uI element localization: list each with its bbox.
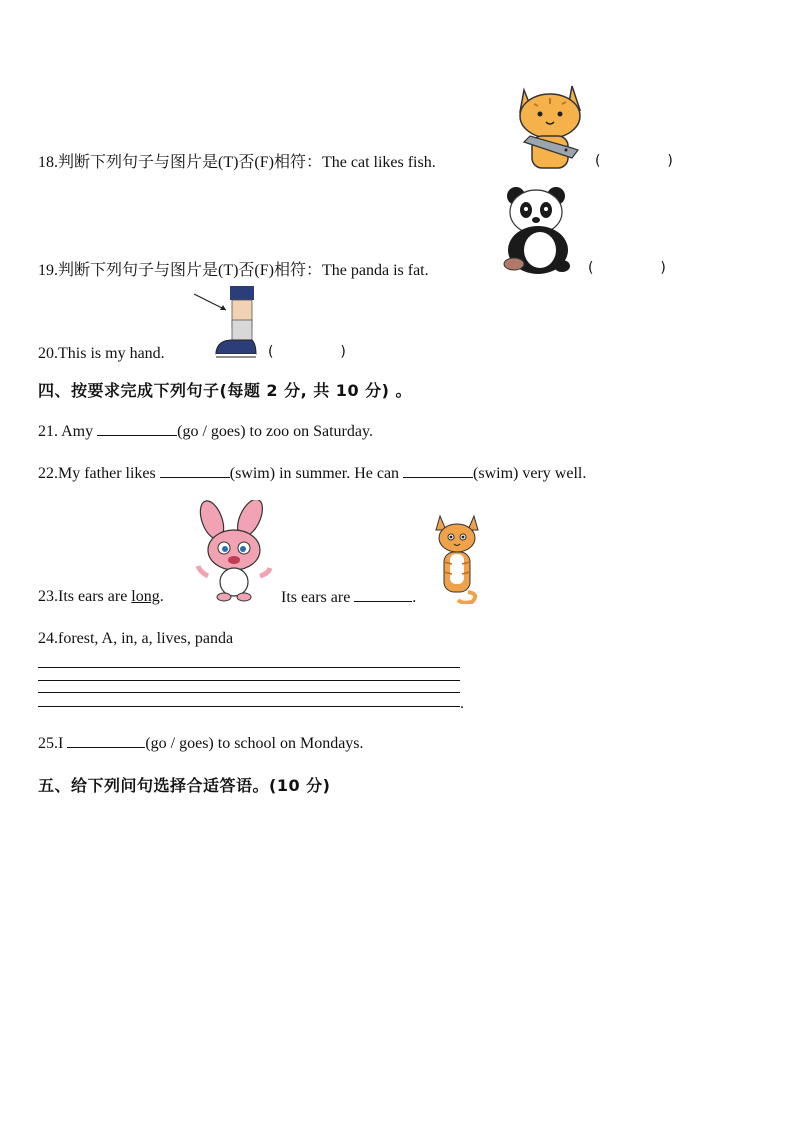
question-18-text: 18.判断下列句子与图片是(T)否(F)相符：The cat likes fish. [38,154,436,171]
cat-with-fish-icon [510,80,590,172]
answer-line-24a[interactable] [38,667,460,668]
answer-blank-21[interactable] [97,421,177,436]
panda-icon [502,184,574,274]
question-24-end: . [460,695,464,712]
answer-line-24c[interactable] [38,692,460,693]
question-21: 21. Amy (go / goes) to zoo on Saturday. [38,423,373,440]
answer-blank-23[interactable] [354,587,412,602]
answer-paren-20[interactable]: ( ) [268,344,346,360]
cat-with-fish-illustration [510,80,590,177]
question-22: 22.My father likes (swim) in summer. He can (swim) very well. [38,465,587,482]
foot-with-arrow-icon [190,284,260,360]
answer-paren-19[interactable]: ( ) [588,260,666,276]
question-24: 24.forest, A, in, a, lives, panda [38,630,234,647]
rabbit-icon [190,500,276,602]
question-18 [38,153,436,173]
question-23-second: Its ears are . [281,589,417,606]
answer-line-24b[interactable] [38,680,460,681]
answer-blank-22b[interactable] [403,463,473,478]
rabbit-illustration [190,500,276,607]
question-25: 25.I (go / goes) to school on Mondays. [38,735,364,752]
sitting-cat-icon [432,512,482,604]
question-23: 23.Its ears are long. [38,588,164,605]
answer-blank-25[interactable] [67,733,145,748]
panda-illustration [502,184,574,279]
section-four-heading: 四、按要求完成下列句子(每题 2 分, 共 10 分) 。 [38,381,413,400]
answer-line-24d[interactable] [38,706,460,707]
question-20 [38,344,165,364]
question-19 [38,261,429,281]
orange-cat-illustration [432,512,482,609]
question-19-text: 19.判断下列句子与图片是(T)否(F)相符：The panda is fat. [38,262,429,279]
answer-paren-18[interactable]: ( ) [595,153,673,169]
section-five-heading: 五、给下列问句选择合适答语。(10 分) [38,776,331,795]
answer-blank-22a[interactable] [160,463,230,478]
underlined-word: long [131,588,160,605]
question-20-text: 20.This is my hand. [38,345,165,362]
foot-illustration [190,284,260,365]
